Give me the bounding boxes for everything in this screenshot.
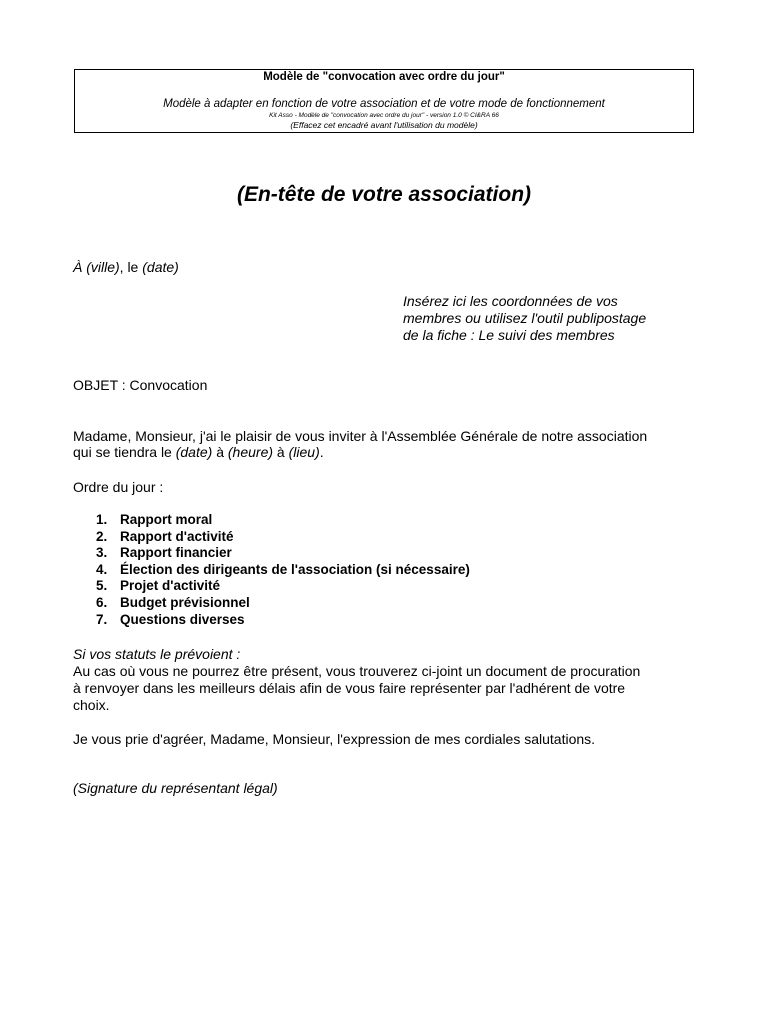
- place-date-line: [73, 259, 179, 276]
- proxy-paragraph-line-2: à renvoyer dans les meilleurs délais afin de vous faire représenter par l'adhérent de votre: [73, 680, 626, 696]
- meeting-date: (date): [175, 444, 213, 460]
- agenda-item-number: 5.: [96, 578, 108, 594]
- notice-kit-line: Kit Asso - Modèle de "convocation avec ordre du jour" - version 1.0 © CI&RA 66: [269, 112, 499, 119]
- agenda-item-number: 2.: [96, 528, 108, 544]
- agenda-item-label: Rapport d'activité: [120, 528, 234, 544]
- agenda-item: [96, 545, 470, 562]
- agenda-item-number: 1.: [96, 512, 108, 527]
- agenda-item: [96, 529, 470, 546]
- statuts-label: Si vos statuts le prévoient :: [73, 646, 241, 662]
- agenda-item-label: Rapport financier: [120, 545, 232, 561]
- template-notice-box: [74, 69, 694, 133]
- agenda-item-number: 6.: [96, 594, 108, 610]
- agenda-item: [96, 612, 470, 629]
- agenda-item-label: Questions diverses: [120, 611, 245, 627]
- place-city: À (ville): [73, 259, 120, 275]
- agenda-label: Ordre du jour :: [73, 479, 164, 495]
- meeting-place: (lieu): [288, 444, 320, 460]
- invitation-text: qui se tiendra le: [73, 444, 176, 460]
- agenda-item-label: Projet d'activité: [120, 578, 220, 594]
- agenda-item: [96, 562, 470, 579]
- signature-placeholder: (Signature du représentant légal): [73, 780, 278, 796]
- proxy-paragraph-line-1: Au cas où vous ne pourrez être présent, vous trouverez ci-joint un document de procuration: [73, 663, 641, 679]
- place-date: (date): [142, 259, 179, 275]
- agenda-item-number: 4.: [96, 561, 108, 577]
- notice-subtitle: Modèle à adapter en fonction de votre association et de votre mode de fonctionnement: [163, 98, 605, 110]
- agenda-item-number: 3.: [96, 545, 108, 561]
- agenda-item-label: Rapport moral: [120, 512, 213, 527]
- agenda-item: [96, 578, 470, 595]
- invitation-line-1: Madame, Monsieur, j'ai le plaisir de vous inviter à l'Assemblée Générale de notre association: [73, 428, 648, 444]
- closing-line: Je vous prie d'agréer, Madame, Monsieur, l'expression de mes cordiales salutations.: [73, 731, 596, 747]
- invitation-text: .: [319, 444, 324, 460]
- invitation-text: à: [212, 444, 228, 460]
- agenda-list: [96, 512, 470, 628]
- meeting-time: (heure): [227, 444, 274, 460]
- notice-title: Modèle de "convocation avec ordre du jour": [263, 71, 505, 83]
- agenda-item-label: Élection des dirigeants de l'association (si nécessaire): [120, 561, 470, 577]
- notice-erase-note: (Effacez cet encadré avant l'utilisation du modèle): [290, 120, 478, 130]
- object-line: OBJET : Convocation: [73, 377, 208, 393]
- recipient-address-block: Insérez ici les coordonnées de vos membres ou utilisez l'outil publipostage de la fiche : Le suivi des membres: [403, 293, 647, 343]
- agenda-item: [96, 595, 470, 612]
- agenda-item: [96, 512, 470, 529]
- agenda-item-label: Budget prévisionnel: [120, 594, 250, 610]
- invitation-line-2: [73, 444, 324, 461]
- agenda-item-number: 7.: [96, 611, 108, 627]
- place-le: , le: [119, 259, 143, 275]
- proxy-paragraph-line-3: choix.: [73, 697, 110, 713]
- invitation-text: à: [273, 444, 289, 460]
- association-heading: (En-tête de votre association): [236, 183, 532, 206]
